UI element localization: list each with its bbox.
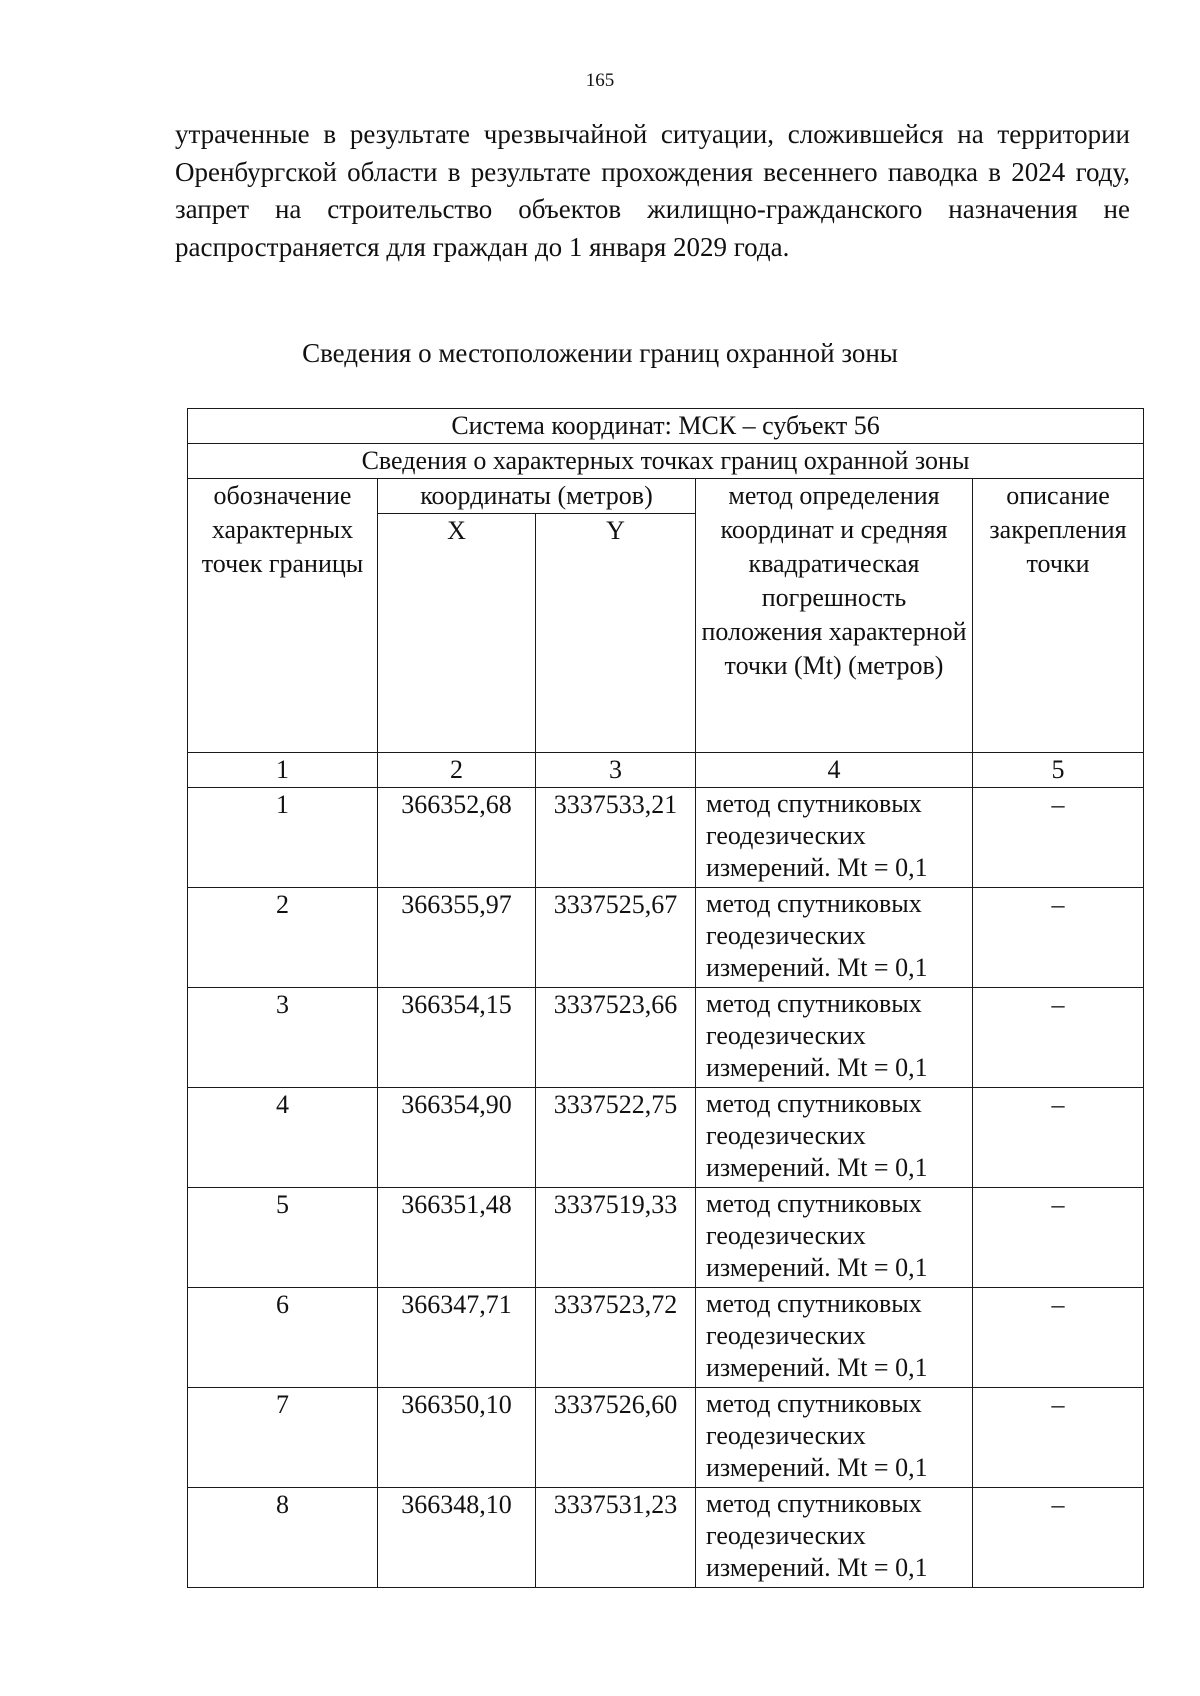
column-number: 5: [973, 753, 1144, 788]
cell-point-number: 2: [188, 888, 378, 988]
cell-description: –: [973, 1488, 1144, 1588]
cell-x-coordinate: 366354,15: [378, 988, 536, 1088]
cell-description: –: [973, 888, 1144, 988]
cell-x-coordinate: 366355,97: [378, 888, 536, 988]
table-row: [188, 788, 1144, 888]
cell-y-coordinate: 3337533,21: [536, 788, 696, 888]
cell-y-coordinate: 3337523,72: [536, 1288, 696, 1388]
coordinates-table: [187, 408, 1144, 1588]
column-number: 2: [378, 753, 536, 788]
header-y: Y: [536, 514, 696, 753]
cell-point-number: 4: [188, 1088, 378, 1188]
table-row: [188, 1388, 1144, 1488]
cell-y-coordinate: 3337525,67: [536, 888, 696, 988]
cell-point-number: 3: [188, 988, 378, 1088]
cell-method: метод спутниковых геодезических измерений. Mt = 0,1: [696, 1088, 973, 1188]
cell-method: метод спутниковых геодезических измерений. Mt = 0,1: [696, 1188, 973, 1288]
column-number: 1: [188, 753, 378, 788]
page-number: 165: [585, 70, 615, 91]
cell-description: –: [973, 1088, 1144, 1188]
header-description: описание закрепления точки: [973, 479, 1144, 753]
table-row: [188, 1188, 1144, 1288]
cell-method: метод спутниковых геодезических измерений. Mt = 0,1: [696, 888, 973, 988]
table-subtitle: Сведения о характерных точках границ охранной зоны: [188, 444, 1144, 479]
coordinate-system-header: Система координат: МСК – субъект 56: [188, 409, 1144, 444]
cell-x-coordinate: 366352,68: [378, 788, 536, 888]
cell-point-number: 6: [188, 1288, 378, 1388]
cell-description: –: [973, 1388, 1144, 1488]
cell-description: –: [973, 1188, 1144, 1288]
cell-point-number: 7: [188, 1388, 378, 1488]
header-coordinates: координаты (метров): [378, 479, 696, 514]
cell-description: –: [973, 988, 1144, 1088]
column-number: 3: [536, 753, 696, 788]
header-x: X: [378, 514, 536, 753]
cell-point-number: 8: [188, 1488, 378, 1588]
cell-method: метод спутниковых геодезических измерений. Mt = 0,1: [696, 988, 973, 1088]
table-row: [188, 988, 1144, 1088]
cell-x-coordinate: 366354,90: [378, 1088, 536, 1188]
header-point-designation: обозначение характерных точек границы: [188, 479, 378, 753]
cell-method: метод спутниковых геодезических измерений. Mt = 0,1: [696, 1488, 973, 1588]
table-row: [188, 1488, 1144, 1588]
column-number-row: [188, 753, 1144, 788]
cell-description: –: [973, 1288, 1144, 1388]
cell-x-coordinate: 366350,10: [378, 1388, 536, 1488]
cell-method: метод спутниковых геодезических измерений. Mt = 0,1: [696, 1388, 973, 1488]
cell-y-coordinate: 3337526,60: [536, 1388, 696, 1488]
cell-y-coordinate: 3337522,75: [536, 1088, 696, 1188]
cell-y-coordinate: 3337523,66: [536, 988, 696, 1088]
cell-x-coordinate: 366347,71: [378, 1288, 536, 1388]
table-row: [188, 1088, 1144, 1188]
section-title: Сведения о местоположении границ охранной зоны: [302, 338, 898, 368]
intro-paragraph: утраченные в результате чрезвычайной ситуации, сложившейся на территории Оренбургской области в результате прохождения весеннего паводка в 2024 году, запрет на строительство объектов жилищно-гражданского назначения не распространяется для граждан до 1 января 2029 года.: [175, 119, 1130, 262]
column-number: 4: [696, 753, 973, 788]
header-method: метод определения координат и средняя квадратическая погрешность положения характерной точки (Mt) (метров): [696, 479, 973, 753]
cell-x-coordinate: 366351,48: [378, 1188, 536, 1288]
table-row: [188, 888, 1144, 988]
cell-point-number: 1: [188, 788, 378, 888]
cell-method: метод спутниковых геодезических измерений. Mt = 0,1: [696, 1288, 973, 1388]
table-row: [188, 1288, 1144, 1388]
cell-y-coordinate: 3337519,33: [536, 1188, 696, 1288]
cell-y-coordinate: 3337531,23: [536, 1488, 696, 1588]
cell-point-number: 5: [188, 1188, 378, 1288]
cell-method: метод спутниковых геодезических измерений. Mt = 0,1: [696, 788, 973, 888]
cell-description: –: [973, 788, 1144, 888]
cell-x-coordinate: 366348,10: [378, 1488, 536, 1588]
